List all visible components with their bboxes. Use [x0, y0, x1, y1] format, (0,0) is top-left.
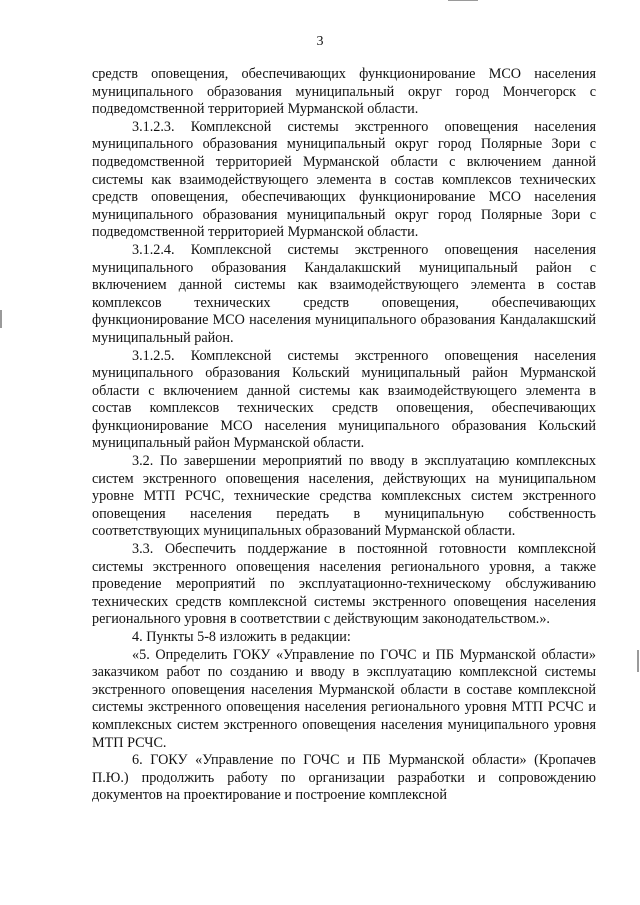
paragraph-6: 6. ГОКУ «Управление по ГОЧС и ПБ Мурманской области» (Кропачев П.Ю.) продолжить работу по организации разработки и сопровождению документов на проектирование и построение комплексной: [92, 752, 596, 804]
paragraph-5: «5. Определить ГОКУ «Управление по ГОЧС и ПБ Мурманской области» заказчиком работ по созданию и вводу в эксплуатацию комплексной системы экстренного оповещения населения Мурманской области в составе комплексной системы экстренного оповещения населения регионального уровня МТП РСЧС и комплексных систем экстренного оповещения населения муниципального уровня МТП РСЧС.: [92, 646, 596, 751]
scan-mark-right: [637, 650, 639, 672]
paragraph-3-3: 3.3. Обеспечить поддержание в постоянной готовности комплексной системы экстренного оповещения населения регионального уровня, а также проведение мероприятий по эксплуатационно-техническому обслуживанию технических средств комплексной системы экстренного оповещения населения регионального уровня в соответствии с действующим законодательством.».: [92, 541, 596, 628]
page-number: 3: [316, 34, 324, 49]
scan-mark-top: [448, 0, 478, 1]
document-body: [92, 66, 596, 805]
paragraph-3-1-2-3: 3.1.2.3. Комплексной системы экстренного оповещения населения муниципального образования муниципальный округ город Полярные Зори с подведомственной территорией Мурманской области с включением данной системы как взаимодействующего элемента в состав комплексов технических средств оповещения, обеспечивающих функционирование МСО населения муниципального образования муниципальный округ город Полярные Зори с подведомственной территорией Мурманской области.: [92, 118, 596, 241]
paragraph-continuation: средств оповещения, обеспечивающих функционирование МСО населения муниципального образования муниципальный округ город Мончегорск с подведомственной территорией Мурманской области.: [92, 66, 596, 118]
paragraph-3-2: 3.2. По завершении мероприятий по вводу в эксплуатацию комплексных систем экстренного оповещения населения, действующих на муниципальном уровне МТП РСЧС, технические средства комплексных систем экстренного оповещения населения передать в муниципальную собственность соответствующих муниципальных образований Мурманской области.: [92, 453, 596, 540]
paragraph-4: 4. Пункты 5-8 изложить в редакции:: [132, 629, 351, 645]
paragraph-3-1-2-5: 3.1.2.5. Комплексной системы экстренного оповещения населения муниципального образования Кольский муниципальный район Мурманской области с включением данной системы как взаимодействующего элемента в состав комплексов технических средств оповещения, обеспечивающих функционирование МСО населения муниципального образования Кольский муниципальный район Мурманской области.: [92, 347, 596, 452]
scan-mark-left: [0, 310, 2, 328]
paragraph-3-1-2-4: 3.1.2.4. Комплексной системы экстренного оповещения населения муниципального образования Кандалакшский муниципальный район с включением данной системы как взаимодействующего элемента в состав комплексов технических средств оповещения, обеспечивающих функционирование МСО населения муниципального образования Кандалакшский муниципальный район.: [92, 241, 596, 346]
